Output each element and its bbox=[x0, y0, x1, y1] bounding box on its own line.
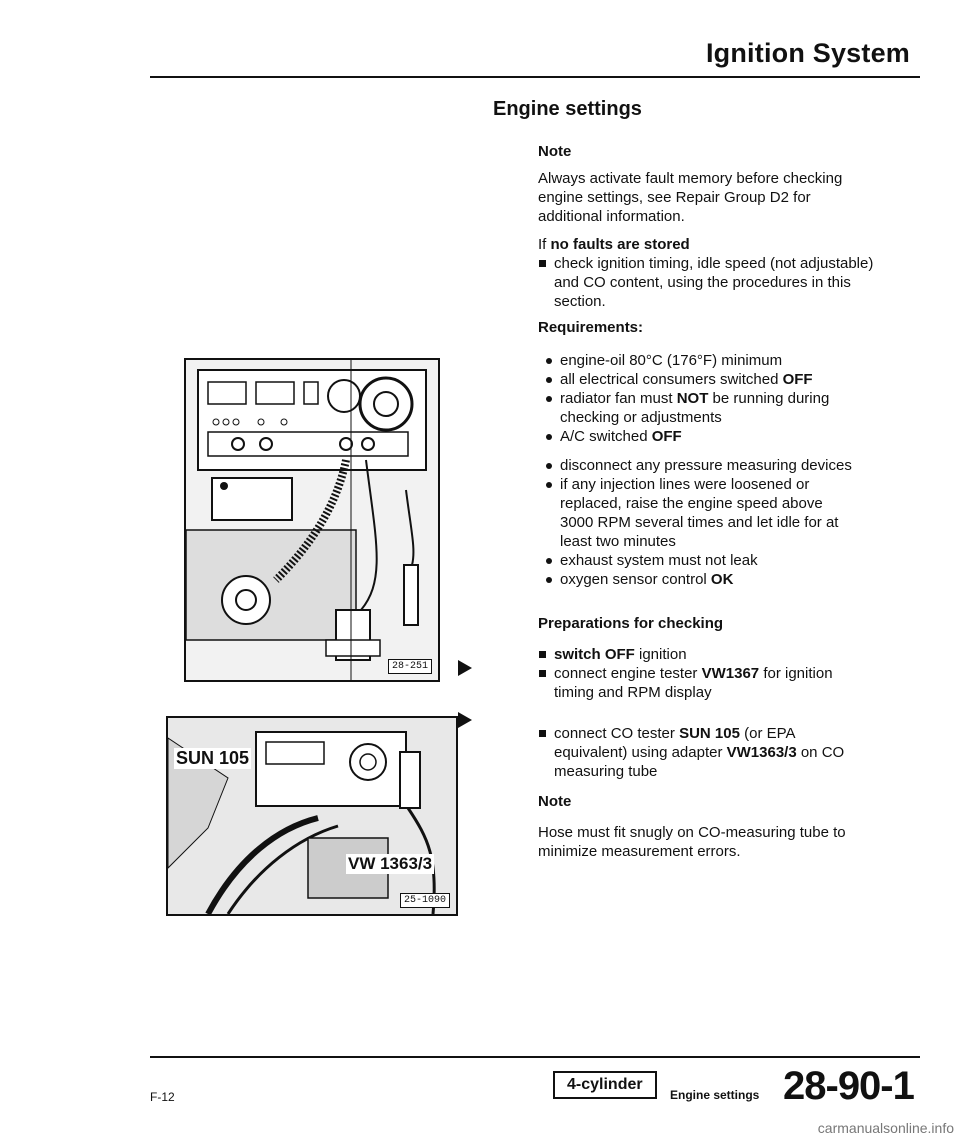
note-text: Hose must fit snugly on CO-measuring tube to minimize measurement errors. bbox=[538, 824, 846, 860]
requirement-item: all electrical consumers switched OFF bbox=[544, 370, 854, 389]
sun-105-label: SUN 105 bbox=[176, 748, 250, 768]
figure-label: 28-251 bbox=[388, 659, 432, 674]
preparation-item: connect engine tester VW1367 for ignition timing and RPM display bbox=[538, 664, 858, 702]
no-faults-block bbox=[538, 235, 878, 311]
note-heading: Note bbox=[538, 143, 572, 160]
note-block bbox=[538, 142, 878, 226]
requirement-item: A/C switched OFF bbox=[544, 427, 854, 446]
note-text: Always activate fault memory before checking engine settings, see Repair Group D2 for additional information. bbox=[538, 170, 843, 225]
section-title: Engine settings bbox=[493, 98, 642, 120]
watermark: carmanualsonline.info bbox=[817, 1120, 954, 1136]
requirement-item: radiator fan must NOT be running during checking or adjustments bbox=[544, 389, 854, 427]
footer-section-name: Engine settings bbox=[670, 1088, 760, 1102]
preparation-item: connect CO tester SUN 105 (or EPA equivalent) using adapter VW1363/3 on CO measuring tube bbox=[538, 724, 858, 781]
preparations-block bbox=[538, 614, 878, 781]
footer-page-number: 28-90-1 bbox=[783, 1064, 914, 1108]
requirement-item: if any injection lines were loosened or replaced, raise the engine speed above 3000 RPM several times and let idle for at least two minutes bbox=[544, 475, 854, 551]
requirements-heading: Requirements: bbox=[538, 319, 644, 336]
preparation-item: switch OFF ignition bbox=[538, 645, 858, 664]
no-faults-item: check ignition timing, idle speed (not adjustable) and CO content, using the procedures in this section. bbox=[538, 254, 874, 311]
footer-divider bbox=[150, 1056, 920, 1058]
engine-tester-illustration bbox=[184, 358, 440, 682]
no-faults-lead: If no faults are stored bbox=[538, 236, 690, 253]
figure-pointer-arrow-icon bbox=[458, 712, 472, 728]
preparations-heading: Preparations for checking bbox=[538, 615, 724, 632]
footer-engine-variant: 4-cylinder bbox=[553, 1071, 657, 1099]
requirement-item: exhaust system must not leak bbox=[544, 551, 854, 570]
footer-page-code: F-12 bbox=[150, 1090, 175, 1104]
requirements-block bbox=[538, 318, 878, 589]
requirement-item: oxygen sensor control OK bbox=[544, 570, 854, 589]
engine-tester-drawing bbox=[186, 360, 438, 680]
page-header-title: Ignition System bbox=[705, 38, 910, 68]
co-tester-illustration bbox=[166, 716, 458, 916]
header-divider bbox=[150, 76, 920, 78]
figure-pointer-arrow-icon bbox=[458, 660, 472, 676]
note-block-2 bbox=[538, 792, 878, 861]
requirement-item: engine-oil 80°C (176°F) minimum bbox=[544, 351, 854, 370]
vw-adapter-label: VW 1363/3 bbox=[348, 854, 433, 873]
requirement-item: disconnect any pressure measuring devices bbox=[544, 456, 854, 475]
figure-label: 25-1090 bbox=[400, 893, 450, 908]
note-heading: Note bbox=[538, 793, 572, 810]
